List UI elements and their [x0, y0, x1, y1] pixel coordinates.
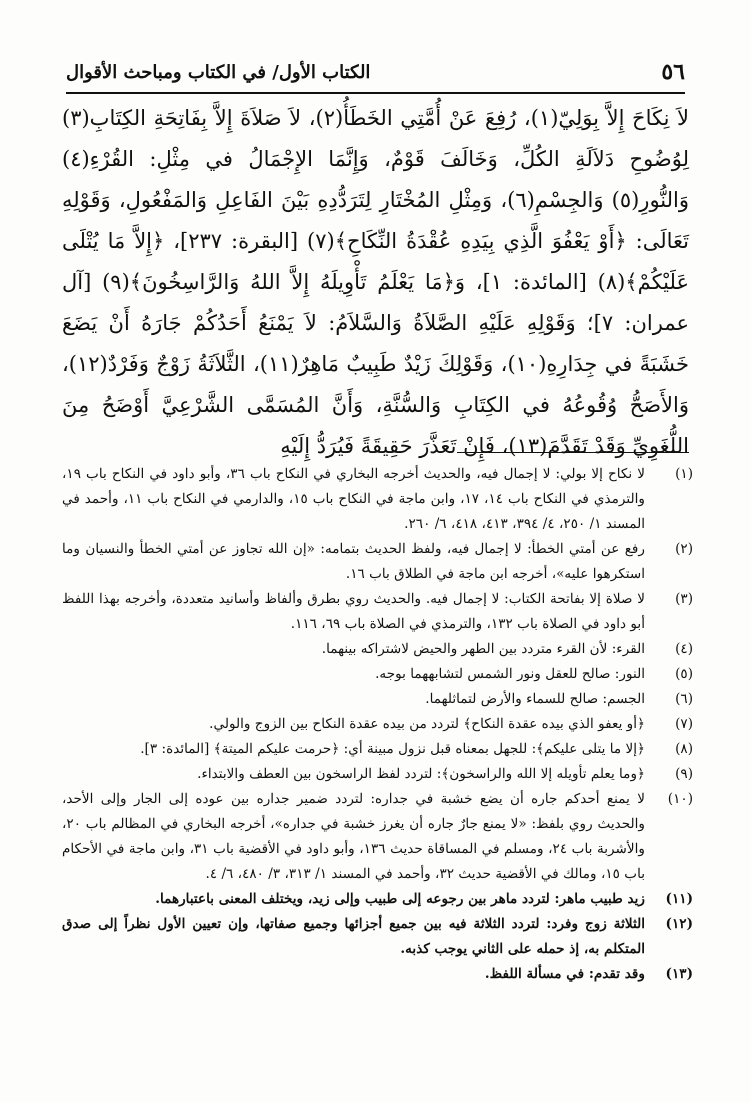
- footnote-number: (١٣): [665, 966, 693, 982]
- footnote: [62, 462, 693, 537]
- footnote-text: ﴿وما يعلم تأويله إلا الله والراسخون﴾: لتردد لفظ الراسخون بين العطف والابتداء.: [197, 766, 645, 782]
- footnote-number: (٢): [675, 541, 693, 557]
- main-text: [62, 98, 689, 467]
- footnote-number: (٦): [675, 691, 693, 707]
- footnote-text: ﴿إلا ما يتلى عليكم﴾: للجهل بمعناه قبل نزول مبينة أي: ﴿حرمت عليكم الميتة﴾ [المائدة: ٣].: [140, 741, 645, 757]
- footnote: [62, 662, 693, 687]
- footnote: [62, 687, 693, 712]
- footnote: [62, 912, 693, 962]
- footnote: [62, 737, 693, 762]
- footnote-text: لا نكاح إلا بولي: لا إجمال فيه، والحديث أخرجه البخاري في النكاح باب ٣٦، وأبو داود في النكاح باب ١٩، والترمذي في النكاح باب ١٤، ١٧، وابن ماجة في النكاح باب ١٥، والدارمي في النكاح باب ١١، وأحمد في المسند ١/ ٢٥٠، ٤/ ٣٩٤، ٤١٣، ٤١٨، ٦/ ٢٦٠.: [62, 466, 645, 532]
- footnotes-list-bold: [62, 887, 693, 987]
- footnote-number: (٥): [675, 666, 693, 682]
- footnote-text: لا يمنع أحدكم جاره أن يضع خشبة في جداره: لتردد ضمير جداره بين عوده إلى الجار وإلى الأحد، والحديث روي بلفظ: «لا يمنع جارٌ جاره أن يغرز خشبة في جداره»، أخرجه البخاري في المظالم باب ٢٠، والأشربة باب ٢٤، ومسلم في المساقاة حديث ١٣٦، وأبو داود في الأقضية باب ٣١، وابن ماجة في الأحكام باب ١٥، ومالك في الأقضية حديث ٣٢، وأحمد في المسند ١/ ٣١٣، ٣/ ٤٨٠، ٦/ ٤.: [62, 791, 645, 882]
- footnote: [62, 712, 693, 737]
- running-title: الكتاب الأول/ في الكتاب ومباحث الأقوال: [66, 61, 371, 83]
- footnote-number: (٨): [675, 741, 693, 757]
- footnote-number: (١٢): [665, 916, 693, 932]
- footnote-number: (١): [675, 466, 693, 482]
- main-paragraph: لاَ نِكَاحَ إِلاَّ بِوَلِيّ(١)، رُفِعَ عَنْ أُمَّتِي الخَطَأُ(٢)، لاَ صَلاَةَ إِلاَّ بِفَاتِحَةِ الكِتَابِ(٣) لِوُضُوحِ دَلاَلَةِ الكُلِّ، وَخَالَفَ قَوْمٌ، وَإِنَّمَا الإِجْمَالُ في مِثْلِ: القُرْءِ(٤) وَالنُّورِ(٥) وَالجِسْمِ(٦)، وَمِثْلِ المُخْتَارِ لِتَرَدُّدِهِ بَيْنَ الفَاعِلِ وَالمَفْعُولِ، وَقَوْلِهِ تَعَالَى: ﴿أَوْ يَعْفُوَ الَّذِي بِيَدِهِ عُقْدَةُ النِّكَاحِ﴾(٧) [البقرة: ٢٣٧]، ﴿إِلاَّ مَا يُتْلَى عَلَيْكُمْ﴾(٨) [المائدة: ١]، وَ﴿مَا يَعْلَمُ تَأْوِيلَهُ إِلاَّ اللهُ وَالرَّاسِخُونَ﴾(٩) [آل عمران: ٧]؛ وَقَوْلِهِ عَلَيْهِ الصَّلاَةُ وَالسَّلاَمُ: لاَ يَمْنَعُ أَحَدُكُمْ جَارَهُ أَنْ يَضَعَ خَشَبَةً في جِدَارِهِ(١٠)، وَقَوْلِكَ زَيْدٌ طَبِيبٌ مَاهِرٌ(١١)، الثَّلاَثَةُ زَوْجٌ وَفَرْدٌ(١٢)، وَالأَصَحُّ وُقُوعُهُ في الكِتَابِ وَالسُّنَّةِ، وَأَنَّ المُسَمَّى الشَّرْعِيَّ أَوْضَحُ مِنَ اللُّغَوِيِّ وَقَدْ تَقَدَّمَ(١٣)، فَإِنْ تَعَذَّرَ حَقِيقَةً فَيُرَدُّ إِلَيْهِ: [62, 106, 690, 458]
- footnote-number: (١٠): [667, 791, 693, 807]
- footnote-number: (٤): [675, 641, 693, 657]
- page-header: [66, 52, 685, 94]
- page-number: ٥٦: [661, 59, 685, 85]
- footnotes-list: [62, 462, 693, 887]
- footnote: [62, 787, 693, 887]
- footnote: [62, 887, 693, 912]
- footnote-number: (٣): [675, 591, 693, 607]
- footnote-text: رفع عن أمتي الخطأ: لا إجمال فيه، ولفظ الحديث بتمامه: «إن الله تجاوز عن أمتي الخطأ والنسيان وما استكرهوا عليه»، أخرجه ابن ماجة في الطلاق باب ١٦.: [62, 541, 645, 582]
- footnote-number: (١١): [665, 891, 693, 907]
- footnote-text: الجسم: صالح للسماء والأرض لتماثلهما.: [425, 691, 645, 707]
- footnote-number: (٧): [675, 716, 693, 732]
- footnote: [62, 762, 693, 787]
- footnote: [62, 962, 693, 987]
- footnote: [62, 537, 693, 587]
- footnote-text: ﴿أو يعفو الذي بيده عقدة النكاح﴾ لتردد من بيده عقدة النكاح بين الزوج والولي.: [209, 716, 645, 732]
- footnote-text: زيد طبيب ماهر: لتردد ماهر بين رجوعه إلى طبيب وإلى زيد، ويختلف المعنى باعتبارهما.: [155, 891, 645, 907]
- footnote-number: (٩): [675, 766, 693, 782]
- footnote: [62, 587, 693, 637]
- footnote: [62, 637, 693, 662]
- footnote-text: لا صلاة إلا بفاتحة الكتاب: لا إجمال فيه. والحديث روي بطرق وألفاظ وأسانيد متعددة، وأخرجه بهذا اللفظ أبو داود في الصلاة باب ١٣٢، والترمذي في الصلاة باب ٦٩، ١١٦.: [62, 591, 645, 632]
- footnotes: [62, 462, 693, 987]
- footnote-text: وقد تقدم: في مسألة اللفظ.: [484, 966, 645, 982]
- footnote-text: الثلاثة زوج وفرد: لتردد الثلاثة فيه بين جميع أجزائها وجميع صفاتها، وإن تعيين الأول نظراً إلى صدق المتكلم به، إذ حمله على الثاني يوجب كذبه.: [62, 916, 645, 957]
- footnote-text: النور: صالح للعقل ونور الشمس لتشابههما بوجه.: [375, 666, 645, 682]
- footnote-separator: [457, 452, 689, 453]
- footnote-text: القرء: لأن القرء متردد بين الطهر والحيض لاشتراكه بينهما.: [321, 641, 645, 657]
